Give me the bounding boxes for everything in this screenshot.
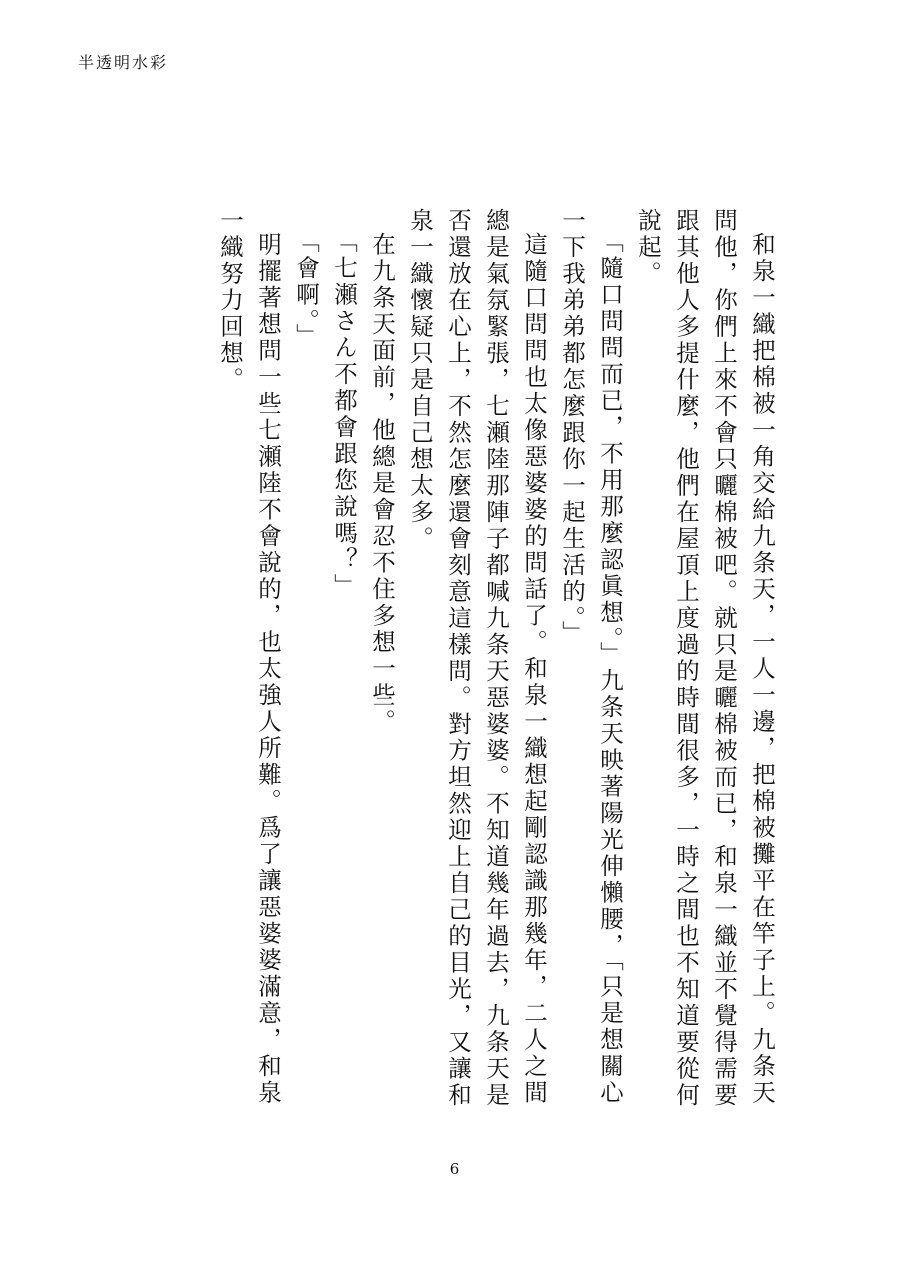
dialog-paragraph: 「七瀬さん不都會跟您說嗎？」 (330, 229, 358, 601)
paragraph: 明擺著想問一些七瀬陸不會說的，也太強人所難。爲了讓惡婆婆滿意，和泉一織努力回想。 (216, 208, 282, 1106)
paragraph: 和泉一織把棉被一角交給九条天，一人一邊，把棉被攤平在竿子上。九条天問他，你們上來不會只曬棉被吧。就只是曬棉被而已，和泉一織並不覺得需要跟其他人多提什麼，他們在屋頂上度過的時間很多，一時之間也不知道要從何說起。 (634, 208, 776, 1109)
paragraph: 這隨口問問也太像惡婆婆的問話了。和泉一織想起剛認識那幾年，二人之間總是氣氛緊張，七瀬陸那陣子都喊九条天惡婆婆。不知道幾年過去，九条天是否還放在心上，不然怎麼還會刻意這樣問。對方坦然迎上自己的目光，又讓和泉一織懷疑只是自己想太多。 (406, 208, 548, 1109)
running-header-title: 半透明水彩 (78, 53, 169, 72)
vertical-body-text (121, 208, 781, 1118)
dialog-paragraph: 「會啊。」 (292, 229, 320, 350)
page-number: 6 (449, 1160, 460, 1178)
paragraph: 在九条天面前，他總是會忍不住多想一些。 (368, 231, 396, 735)
dialog-paragraph: 「隨口問問而已，不用那麼認眞想。」九条天映著陽光伸懶腰，「只是想關心一下我弟弟都怎麼跟你一起生活的。」 (558, 208, 624, 1107)
